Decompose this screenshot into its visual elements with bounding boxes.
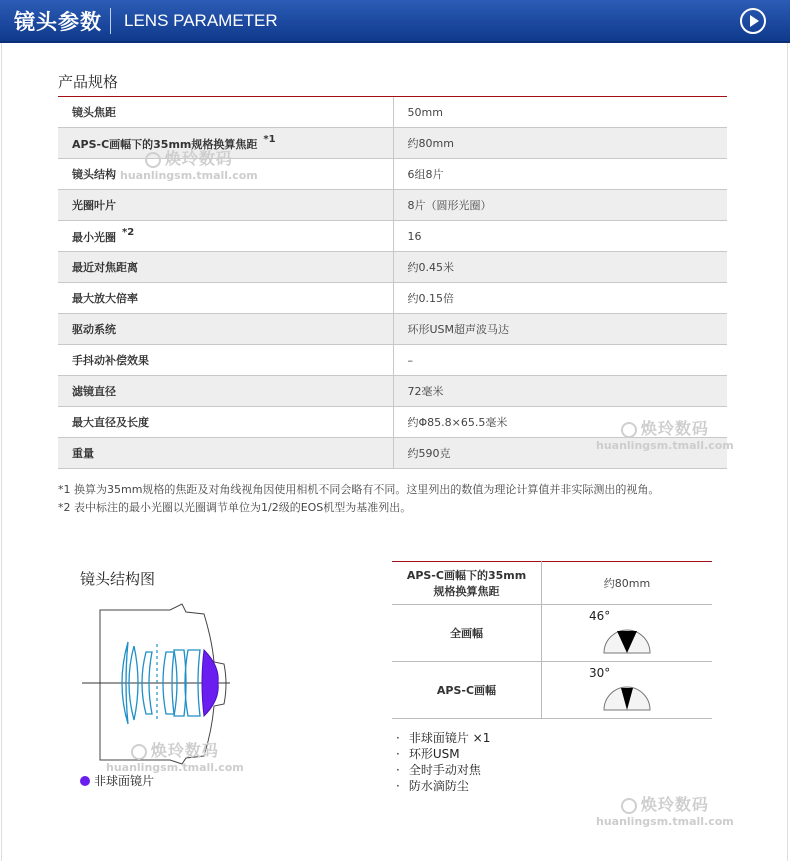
spec-label: 重量 [58, 438, 393, 469]
footnote-marker: *1 [263, 134, 276, 145]
spec-value: 约590克 [393, 438, 727, 469]
spec-value: 约0.45米 [393, 252, 727, 283]
spec-row [58, 345, 727, 376]
spec-row [58, 221, 727, 252]
page-header [0, 0, 790, 43]
spec-row [58, 97, 727, 128]
feature-list [396, 730, 490, 794]
footnote-1: *1 换算为35mm规格的焦距及对角线视角因使用相机不同会略有不同。这里列出的数值为理论计算值并非实际测出的视角。 [58, 483, 660, 496]
footnote-2: *2 表中标注的最小光圈以光圈调节单位为1/2级的EOS机型为基准列出。 [58, 501, 412, 514]
spec-value: – [393, 345, 727, 376]
angle-row [392, 662, 712, 719]
spec-value: 6组8片 [393, 159, 727, 190]
spec-row [58, 252, 727, 283]
watermark-logo-icon [621, 422, 637, 438]
header-title-en: LENS PARAMETER [124, 11, 278, 30]
spec-label: 驱动系统 [58, 314, 393, 345]
spec-label: 最近对焦距离 [58, 252, 393, 283]
watermark: 焕玲数码 huanlingsm.tmall.com [596, 795, 734, 828]
header-title-cn: 镜头参数 [14, 10, 102, 34]
spec-value: 环形USM超声波马达 [393, 314, 727, 345]
spec-label: 手抖动补偿效果 [58, 345, 393, 376]
full-frame-angle-icon [602, 613, 652, 655]
angle-of-view-table [392, 561, 712, 719]
aspherical-dot-icon [80, 776, 90, 786]
watermark-logo-icon [131, 744, 147, 760]
apsc-equiv-label: APS-C画幅下的35mm 规格换算焦距 [392, 562, 542, 605]
spec-value: 约0.15倍 [393, 283, 727, 314]
spec-value: 72毫米 [393, 376, 727, 407]
full-frame-label: 全画幅 [392, 605, 542, 662]
spec-label: 最小光圈 *2 [58, 221, 393, 252]
watermark-logo-icon [145, 152, 161, 168]
spec-label: 镜头结构 [58, 159, 393, 190]
spec-label: 镜头焦距 [58, 97, 393, 128]
watermark: 焕玲数码 huanlingsm.tmall.com [106, 741, 244, 774]
footnotes [58, 481, 748, 517]
footnote-marker: *2 [122, 227, 135, 238]
structure-title: 镜头结构图 [80, 570, 156, 588]
next-arrow-icon[interactable] [740, 8, 766, 34]
feature-item: · 环形USM [396, 746, 490, 762]
apsc-angle-cell [542, 662, 713, 719]
apsc-equiv-value: 约80mm [542, 562, 713, 605]
spec-row [58, 376, 727, 407]
spec-value: 约80mm [393, 128, 727, 159]
angle-row [392, 562, 712, 605]
left-border [1, 43, 2, 861]
apsc-angle-icon [602, 670, 652, 712]
spec-label: 光圈叶片 [58, 190, 393, 221]
spec-value: 50mm [393, 97, 727, 128]
legend-label: 非球面镜片 [94, 774, 155, 788]
feature-item: · 非球面镜片 ×1 [396, 730, 490, 746]
spec-row [58, 283, 727, 314]
watermark: 焕玲数码 huanlingsm.tmall.com [120, 149, 258, 182]
spec-row [58, 190, 727, 221]
spec-label: 最大放大倍率 [58, 283, 393, 314]
spec-section-title: 产品规格 [58, 73, 119, 91]
spec-label: 滤镜直径 [58, 376, 393, 407]
feature-item: · 防水滴防尘 [396, 778, 490, 794]
spec-value: 16 [393, 221, 727, 252]
right-border [787, 43, 788, 861]
feature-item: · 全时手动对焦 [396, 762, 490, 778]
watermark: 焕玲数码 huanlingsm.tmall.com [596, 419, 734, 452]
spec-label: APS-C画幅下的35mm规格换算焦距 *1 [58, 128, 393, 159]
aspherical-legend [80, 772, 154, 789]
apsc-angle-value: 30° [589, 666, 611, 680]
watermark-logo-icon [621, 798, 637, 814]
full-frame-angle-cell [542, 605, 713, 662]
header-divider [110, 8, 111, 34]
spec-value: 约Φ85.8×65.5毫米 [393, 407, 727, 438]
full-frame-angle-value: 46° [589, 609, 611, 623]
spec-row [58, 314, 727, 345]
spec-label: 最大直径及长度 [58, 407, 393, 438]
spec-value: 8片（圆形光圈） [393, 190, 727, 221]
apsc-label: APS-C画幅 [392, 662, 542, 719]
angle-row [392, 605, 712, 662]
